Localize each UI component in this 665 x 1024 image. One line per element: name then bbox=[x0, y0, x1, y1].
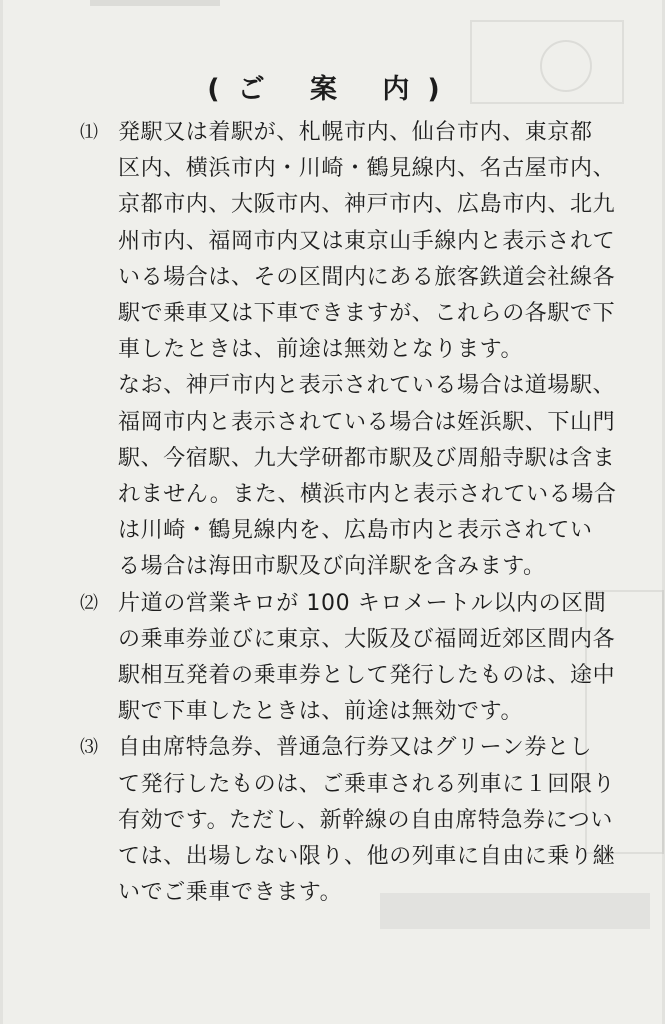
item-number: ⑵ bbox=[80, 592, 99, 614]
notice-item-3 bbox=[80, 730, 620, 911]
text-line: て発行したものは、ご乗車される列車に１回限り bbox=[118, 771, 616, 797]
text-line: は川崎・鶴見線内を、広島市内と表示されてい bbox=[118, 518, 593, 544]
text-line: 州市内、福岡市内又は東京山手線内と表示されて bbox=[118, 228, 616, 254]
text-line: 発駅又は着駅が、札幌市内、仙台市内、東京都 bbox=[118, 120, 593, 145]
text-line: いる場合は、その区間内にある旅客鉄道会社線各 bbox=[118, 264, 616, 290]
text-line: 自由席特急券、普通急行券又はグリーン券とし bbox=[118, 735, 593, 761]
text-line: いでご乗車できます。 bbox=[118, 880, 343, 906]
text-line: 駅で乗車又は下車できますが、これらの各駅で下 bbox=[118, 301, 616, 327]
item-number: ⑶ bbox=[80, 737, 99, 759]
item-paragraph bbox=[118, 368, 620, 585]
bleed-through-mark bbox=[90, 0, 220, 6]
text-line: 駅で下車したときは、前途は無効です。 bbox=[118, 699, 524, 725]
item-paragraph bbox=[118, 730, 620, 911]
notice-body bbox=[80, 115, 620, 911]
text-line: 京都市内、大阪市内、神戸市内、広島市内、北九 bbox=[118, 192, 616, 218]
text-line: の乗車券並びに東京、大阪及び福岡近郊区間内各 bbox=[118, 626, 616, 652]
item-number: ⑴ bbox=[80, 122, 99, 143]
text-line: なお、神戸市内と表示されている場合は道場駅、 bbox=[118, 373, 616, 399]
text-line: 区内、横浜市内・川崎・鶴見線内、名古屋市内、 bbox=[118, 156, 616, 182]
text-line: 福岡市内と表示されている場合は姪浜駅、下山門 bbox=[118, 409, 616, 435]
text-line: る場合は海田市駅及び向洋駅を含みます。 bbox=[118, 554, 546, 580]
notice-item-1 bbox=[80, 115, 620, 586]
notice-item-2 bbox=[80, 586, 620, 731]
text-line: 駅、今宿駅、九大学研都市駅及び周船寺駅は含ま bbox=[118, 445, 616, 471]
text-line: ては、出場しない限り、他の列車に自由に乗り継 bbox=[118, 844, 616, 870]
text-line: れません。また、横浜市内と表示されている場合 bbox=[118, 482, 617, 508]
text-line: 片道の営業キロが 100 キロメートル以内の区間 bbox=[118, 590, 607, 616]
text-line: 有効です。ただし、新幹線の自由席特急券につい bbox=[118, 807, 614, 833]
item-paragraph bbox=[118, 115, 620, 368]
text-line: 駅相互発着の乗車券として発行したものは、途中 bbox=[118, 663, 616, 689]
text-line: 車したときは、前途は無効となります。 bbox=[118, 337, 524, 363]
notice-title: (ご 案 内) bbox=[207, 74, 458, 105]
item-paragraph bbox=[118, 586, 620, 731]
